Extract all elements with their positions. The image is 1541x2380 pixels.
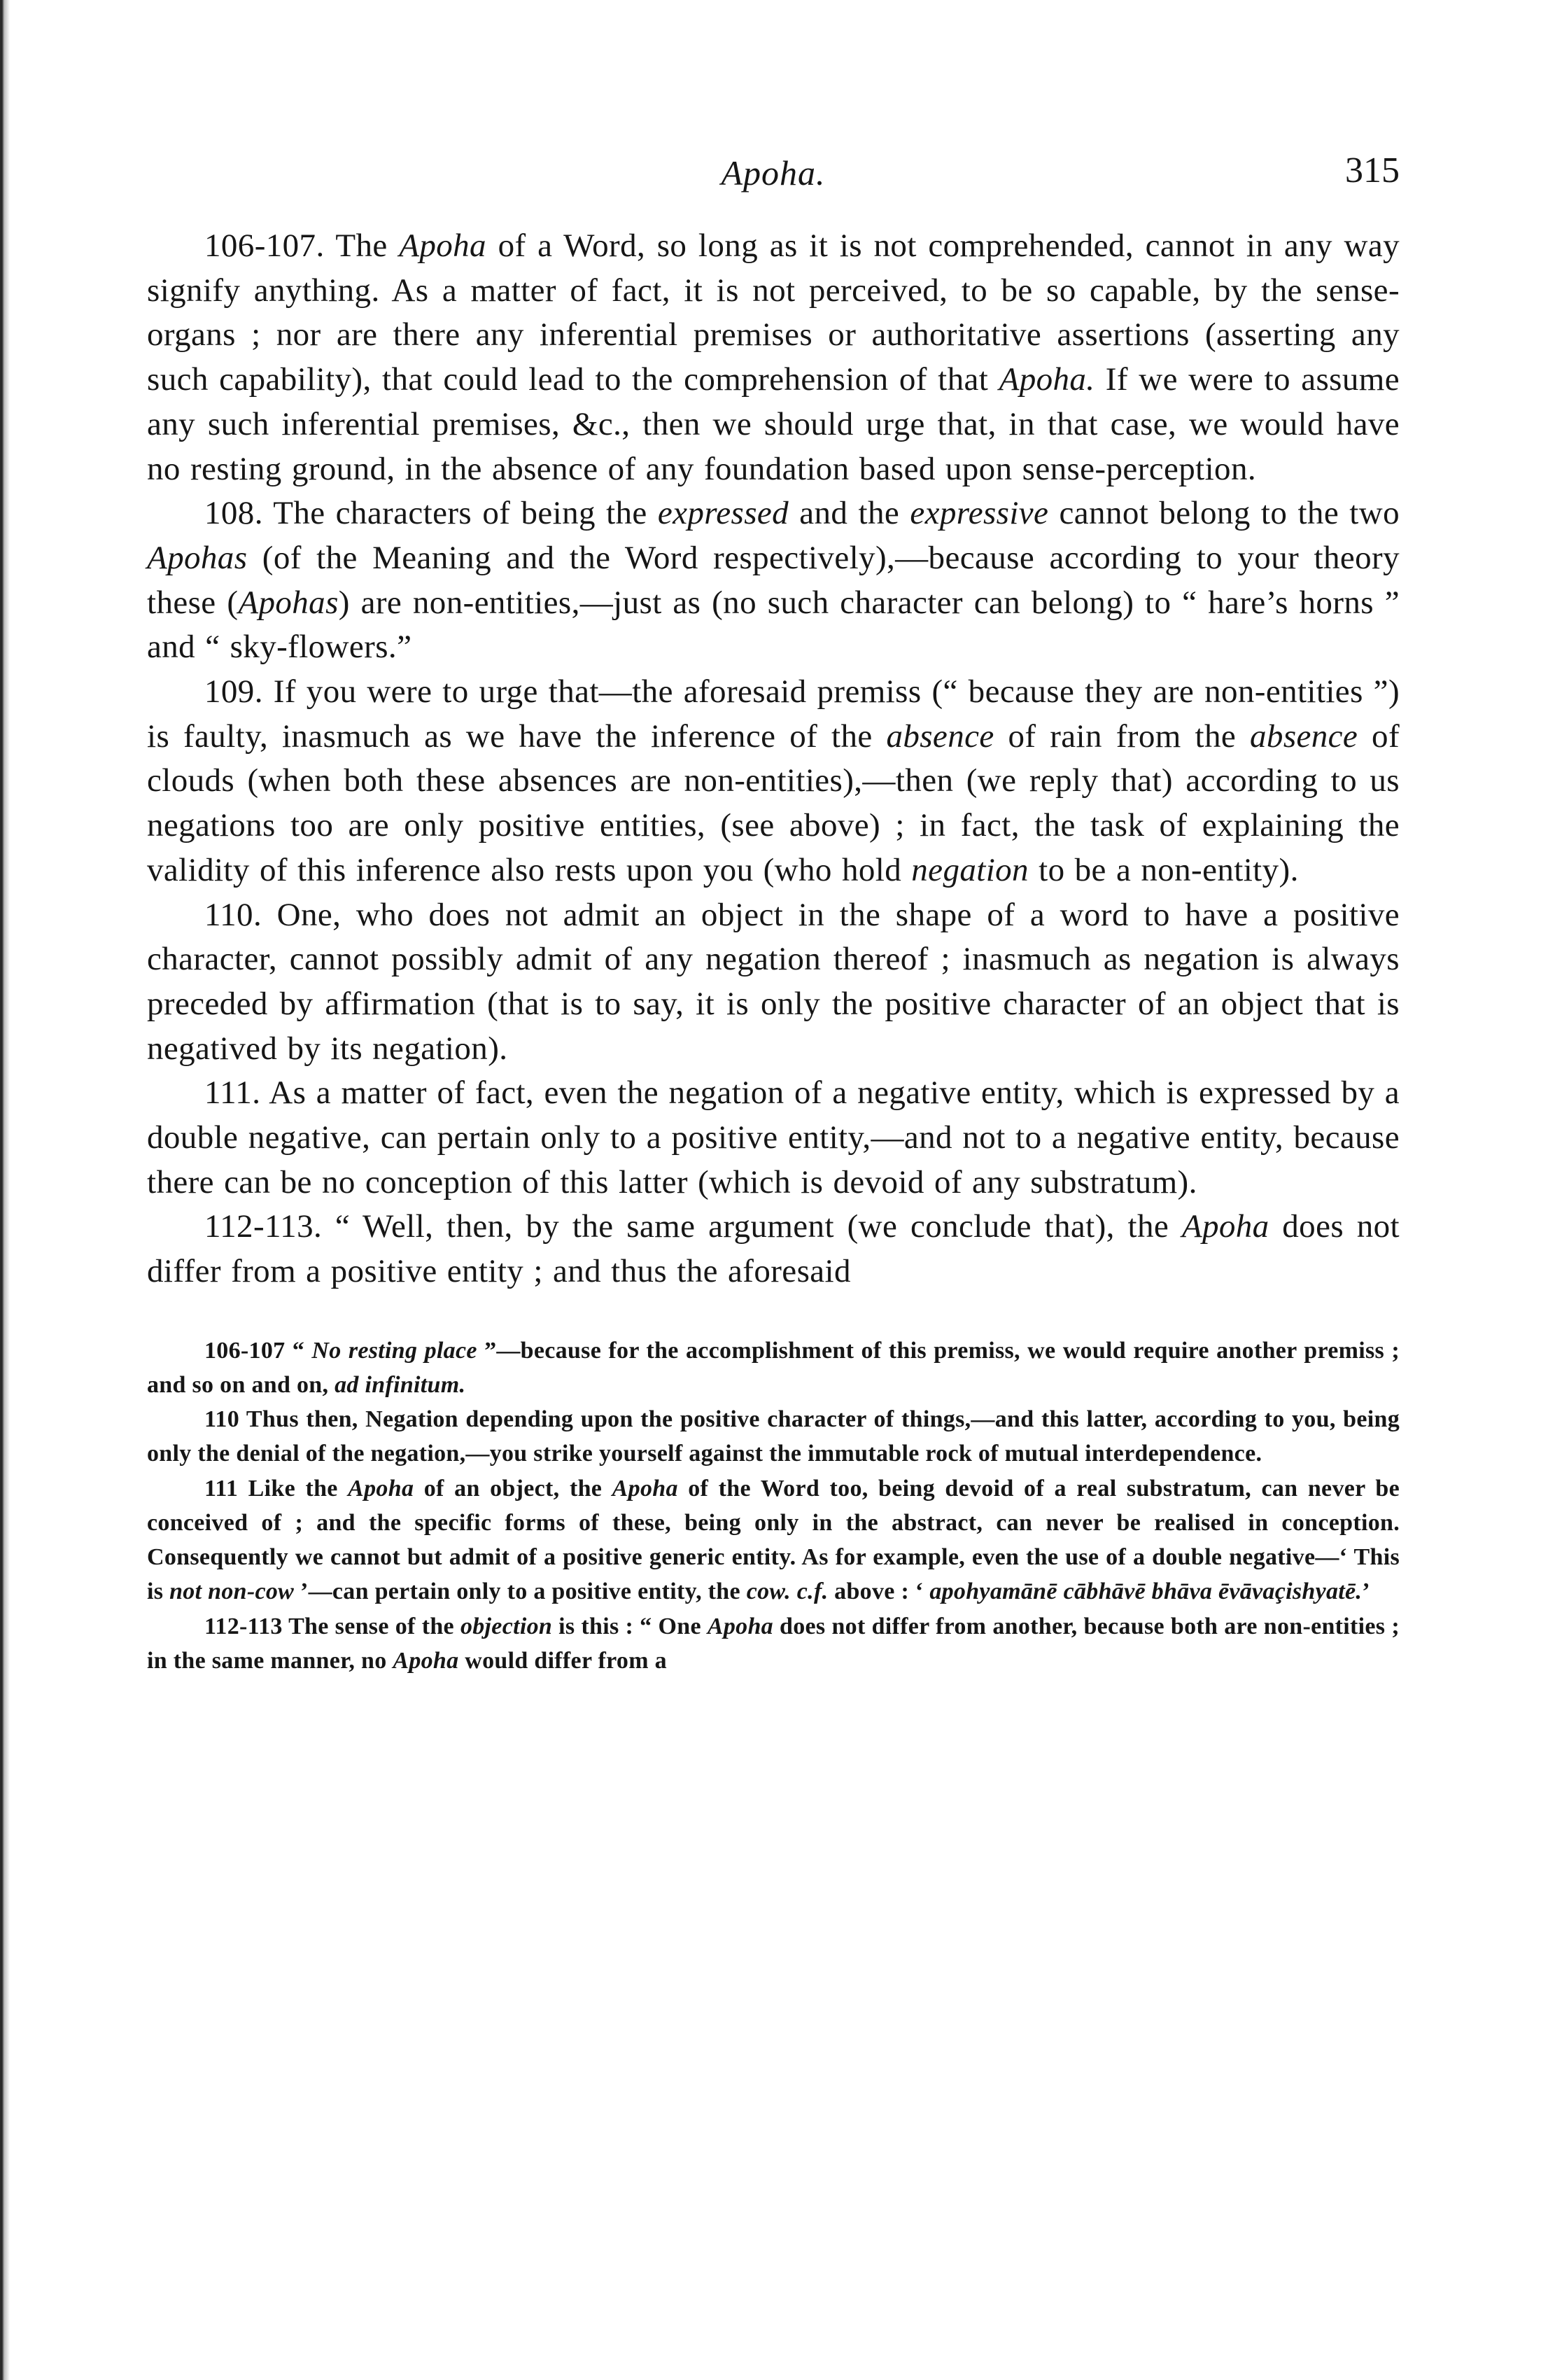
paragraph-text: The Apoha of a Word, so long as it is not comprehended, cannot in any way signify anything. As a matter of fact, it is not perceived, to be so capable, by the sense-organs ; nor are there any inferential premises or authoritative assertions (asserting any such capability), that could lead to the comprehension of that Apoha. If we were to assume any such inferential premises, &c., then we should urge that, in that case, we would have no resting ground, in the absence of any foundation based upon sense-perception.: [147, 227, 1400, 487]
italic-text: expressed: [657, 495, 789, 532]
footnote-110: [147, 1402, 1400, 1471]
italic-text: Apoha: [707, 1613, 773, 1639]
italic-text: No resting place: [311, 1337, 477, 1364]
paragraph-108: [147, 491, 1400, 670]
book-page: [147, 140, 1400, 1678]
italic-text: Apoha: [348, 1475, 414, 1502]
italic-text: Apoha: [393, 1647, 459, 1674]
running-title: Apoha.: [721, 153, 826, 192]
paragraph-number: 111.: [204, 1074, 261, 1112]
footnote-text: Like the Apoha of an object, the Apoha of the Word too, being devoid of a real substratum, can never be conceived of ; and the specific forms of these, being only in the abstract, can never be realised in conception. Consequently we cannot but admit of a positive generic entity. As for example, even the use of a double negative—‘ This is not non-cow ’—can pertain only to a positive entity, the cow. c.f. above : ‘ apohyamānē cābhāvē bhāva ēvāvaçishyatē.’: [147, 1475, 1400, 1605]
italic-text: ad infinitum.: [335, 1372, 466, 1399]
italic-text: expressive: [910, 495, 1049, 532]
italic-text: absence: [886, 718, 994, 755]
italic-text: c.f.: [796, 1578, 829, 1605]
italic-text: not non-cow: [169, 1578, 295, 1605]
footnote-number: 106-107: [204, 1337, 286, 1364]
paragraph-110: [147, 893, 1400, 1072]
italic-text: negation: [911, 851, 1029, 888]
italic-text: Apoha: [612, 1475, 678, 1502]
paragraph-number: 106-107.: [204, 227, 325, 264]
paragraph-109: [147, 670, 1400, 893]
footnote-106-107: [147, 1334, 1400, 1402]
italic-text: Apoha: [1181, 1208, 1269, 1245]
italic-text: absence: [1250, 718, 1358, 755]
paragraph-106-107: [147, 224, 1400, 491]
footnote-number: 110: [204, 1406, 240, 1433]
paragraph-112-113: [147, 1205, 1400, 1294]
paragraph-text: If you were to urge that—the aforesaid premiss (“ because they are non-entities ”) is faulty, inasmuch as we have the inference of the absence of rain from the absence of clouds (when both these absences are non-entities),—then (we reply that) according to us negations too are only positive entities, (see above) ; in fact, the task of explaining the validity of this inference also rests upon you (who hold negation to be a non-entity).: [147, 673, 1400, 888]
italic-text: objection: [460, 1613, 553, 1639]
italic-text: apohyamānē cābhāvē bhāva ēvāvaçishyatē.: [929, 1578, 1363, 1605]
paragraph-111: [147, 1071, 1400, 1205]
italic-text: cow.: [746, 1578, 791, 1605]
paragraph-text: The characters of being the expressed and the expressive cannot belong to the two Apohas (of the Meaning and the Word respectively),—because according to your theory these (Apohas) are non-entities,—just as (no such character can belong) to “ hare’s horns ” and “ sky-flowers.”: [147, 495, 1400, 666]
paragraph-number: 108.: [204, 495, 263, 532]
footnote-112-113: [147, 1609, 1400, 1678]
italic-text: Apoha.: [999, 361, 1095, 398]
paragraph-number: 112-113.: [204, 1208, 323, 1245]
scan-edge: [0, 0, 10, 2380]
paragraph-text: “ Well, then, by the same argument (we conclude that), the Apoha does not differ from a positive entity ; and thus the aforesaid: [147, 1208, 1400, 1290]
page-header: [147, 140, 1400, 203]
italic-text: Apohas: [238, 584, 339, 621]
footnote-text: “ No resting place ”—because for the accomplishment of this premiss, we would require another premiss ; and so on and on, ad infinitum.: [147, 1337, 1400, 1399]
paragraph-text: One, who does not admit an object in the shape of a word to have a positive character, cannot possibly admit of any negation thereof ; inasmuch as negation is always preceded by affirmation (that is to say, it is only the positive character of an object that is negatived by its negation).: [147, 896, 1400, 1067]
italic-text: Apoha: [399, 227, 486, 264]
italic-text: Apohas: [147, 539, 248, 576]
footnote-number: 112-113: [204, 1613, 283, 1639]
footnote-text: Thus then, Negation depending upon the positive character of things,—and this latter, according to you, being only the denial of the negation,—you strike yourself against the immutable rock of mutual interdependence.: [147, 1406, 1400, 1467]
page-number: 315: [1345, 150, 1400, 190]
footnote-number: 111: [204, 1475, 239, 1502]
footnotes: [147, 1334, 1400, 1678]
footnote-text: The sense of the objection is this : “ One Apoha does not differ from another, because both are non-entities ; in the same manner, no Apoha would differ from a: [147, 1613, 1400, 1674]
main-text: [147, 224, 1400, 1294]
paragraph-number: 109.: [204, 673, 263, 710]
paragraph-number: 110.: [204, 896, 262, 933]
footnote-111: [147, 1471, 1400, 1609]
paragraph-text: As a matter of fact, even the negation of a negative entity, which is expressed by a double negative, can pertain only to a positive entity,—and not to a negative entity, because there can be no conception of this latter (which is devoid of any substratum).: [147, 1074, 1400, 1200]
